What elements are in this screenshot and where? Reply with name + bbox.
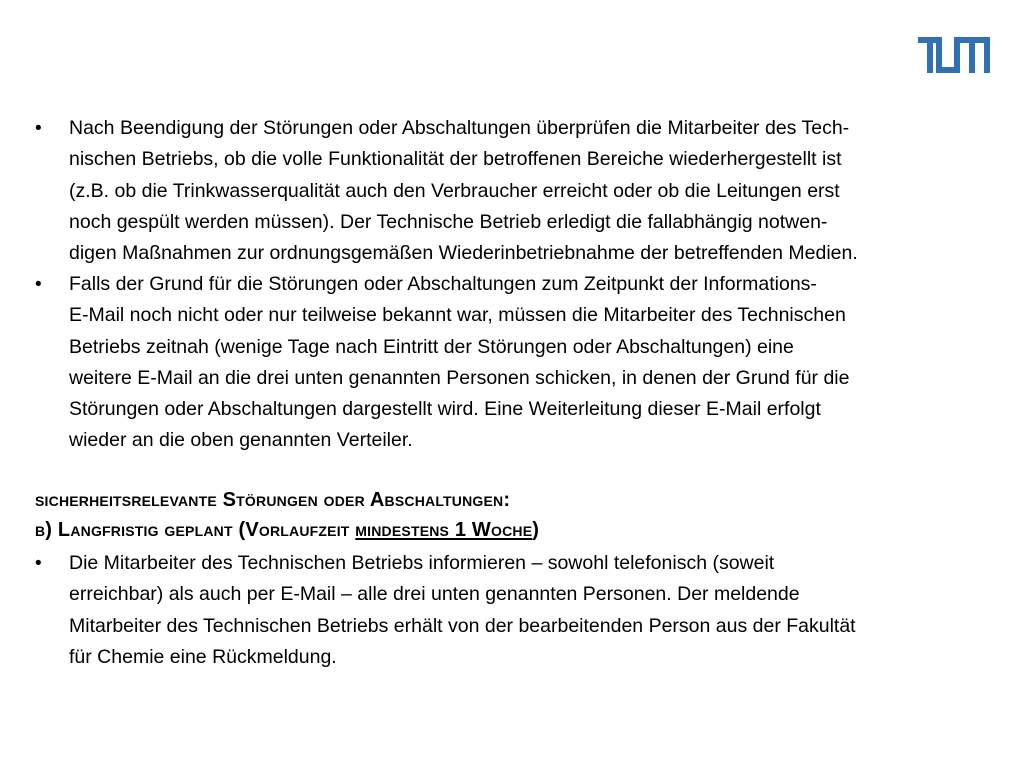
text-line: Nach Beendigung der Störungen oder Abschaltungen überprüfen die Mitarbeiter des Tech- [69, 117, 850, 139]
text-line: nischen Betriebs, ob die volle Funktionalität der betroffenen Bereiche wiederhergestellt ist [69, 148, 842, 171]
bullet-symbol: • [35, 553, 42, 574]
text-line: weitere E-Mail an die drei unten genannten Personen schicken, in denen der Grund für die [69, 366, 850, 389]
heading-prefix: b) Langfristig geplant (Vorlaufzeit [35, 519, 356, 541]
text-line: noch gespült werden müssen). Der Technische Betrieb erledigt die fallabhängig notwen- [69, 210, 828, 233]
text-line: digen Maßnahmen zur ordnungsgemäßen Wiederinbetriebnahme der betreffenden Medien. [69, 242, 858, 265]
bullet-text [69, 269, 999, 457]
tum-logo [918, 37, 990, 73]
bullet-symbol: • [35, 118, 42, 139]
bullet-text [69, 113, 999, 269]
text-line: Störungen oder Abschaltungen dargestellt wird. Eine Weiterleitung dieser E-Mail erfolgt [69, 398, 821, 421]
bullet-symbol: • [35, 274, 42, 295]
subsection-heading [35, 515, 539, 546]
heading-underlined: mindestens 1 Woche [355, 519, 533, 541]
text-line: für Chemie eine Rückmeldung. [69, 645, 337, 668]
section-heading: sicherheitsrelevante Störungen oder Abschaltungen: [35, 489, 511, 511]
text-line: Falls der Grund für die Störungen oder Abschaltungen zum Zeitpunkt der Informations- [69, 273, 817, 295]
text-line: Die Mitarbeiter des Technischen Betriebs informieren – sowohl telefonisch (soweit [69, 552, 775, 574]
text-line: (z.B. ob die Trinkwasserqualität auch den Verbraucher erreicht oder ob die Leitungen erst [69, 179, 840, 202]
text-line: E-Mail noch nicht oder nur teilweise bekannt war, müssen die Mitarbeiter des Technischen [69, 304, 846, 327]
heading-suffix: ) [532, 519, 540, 541]
bullet-text [69, 548, 999, 673]
text-line: erreichbar) als auch per E-Mail – alle drei unten genannten Personen. Der meldende [69, 583, 800, 606]
text-line: Mitarbeiter des Technischen Betriebs erhält von der bearbeitenden Person aus der Fakultät [69, 614, 856, 637]
text-line: wieder an die oben genannten Verteiler. [69, 429, 413, 452]
text-line: Betriebs zeitnah (wenige Tage nach Eintritt der Störungen oder Abschaltungen) eine [69, 335, 794, 358]
